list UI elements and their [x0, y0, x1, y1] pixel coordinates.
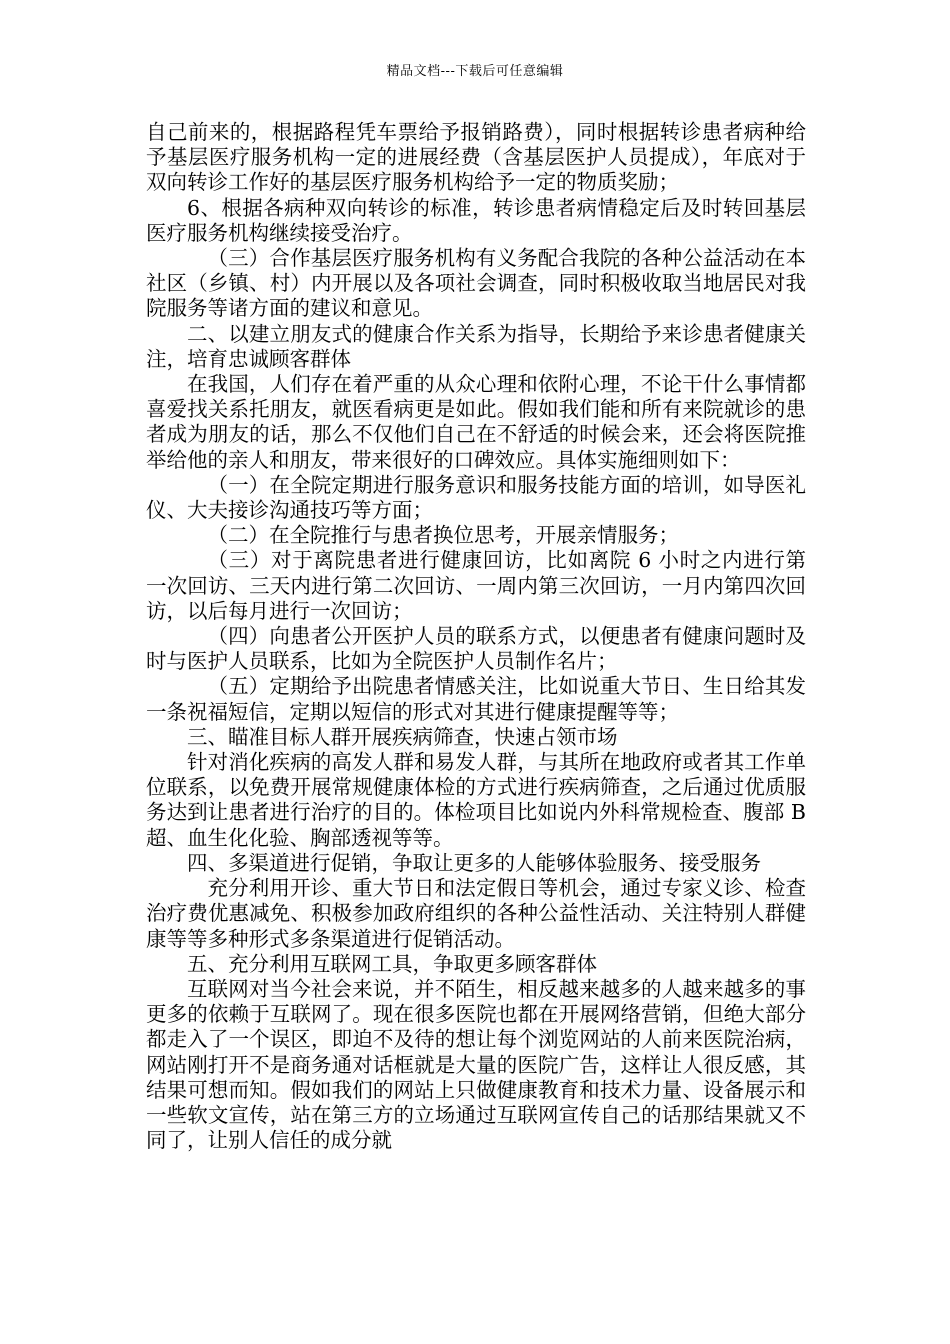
paragraph-3: （三）合作基层医疗服务机构有义务配合我院的各种公益活动在本社区（乡镇、村）内开展以及各项社会调查，同时积极收取当地居民对我院服务等诸方面的建议和意见。: [146, 246, 806, 321]
paragraph-5: 在我国，人们存在着严重的从众心理和依附心理，不论干什么事情都喜爱找关系托朋友，就医看病更是如此。假如我们能和所有来院就诊的患者成为朋友的话，那么不仅他们自己在不舒适的时候会来，还会将医院推举给他的亲人和朋友，带来很好的口碑效应。具体实施细则如下：: [146, 372, 806, 472]
paragraph-2: 6、根据各病种双向转诊的标准，转诊患者病情稳定后及时转回基层医疗服务机构继续接受治疗。: [146, 195, 806, 245]
list-item-3: （三）对于离院患者进行健康回访，比如离院 6 小时之内进行第一次回访、三天内进行第二次回访、一周内第三次回访，一月内第四次回访，以后每月进行一次回访；: [146, 548, 806, 623]
list-item-5: （五）定期给予出院患者情感关注，比如说重大节日、生日给其发一条祝福短信，定期以短信的形式对其进行健康提醒等等；: [146, 674, 806, 724]
list-item-1: （一）在全院定期进行服务意识和服务技能方面的培训，如导医礼仪、大夫接诊沟通技巧等方面；: [146, 472, 806, 523]
list-item-2: （二）在全院推行与患者换位思考，开展亲情服务；: [207, 523, 679, 548]
section-heading-2: 二、以建立朋友式的健康合作关系为指导，长期给予来诊患者健康关注，培育忠诚顾客群体: [146, 321, 806, 371]
paragraph-16: 互联网对当今社会来说，并不陌生，相反越来越多的人越来越多的事更多的依赖于互联网了。现在很多医院也都在开展网络营销，但绝大部分都走入了一个误区，即迫不及待的想让每个浏览网站的人前来医院治病，网站刚打开不是商务通对话框就是大量的医院广告，这样让人很反感，其结果可想而知。假如我们的网站上只做健康教育和技术力量、设备展示和一些软文宣传，站在第三方的立场通过互联网宣传自己的话那结果就又不同了，让别人信任的成分就: [146, 976, 806, 1153]
page-header: 精品文档---下载后可任意编辑: [386, 64, 564, 79]
paragraph-1: 自己前来的，根据路程凭车票给予报销路费），同时根据转诊患者病种给予基层医疗服务机构一定的进展经费（含基层医护人员提成），年底对于双向转诊工作好的基层医疗服务机构给予一定的物质奖励；: [146, 120, 806, 195]
paragraph-12: 针对消化疾病的高发人群和易发人群，与其所在地政府或者其工作单位联系，以免费开展常规健康体检的方式进行疾病筛查，之后通过优质服务达到让患者进行治疗的目的。体检项目比如说内外科常规检查、腹部 B 超、血生化化验、胸部透视等等。: [146, 750, 806, 850]
section-heading-3: 三、瞄准目标人群开展疾病筛查，快速占领市场: [187, 724, 618, 749]
section-heading-4: 四、多渠道进行促销，争取让更多的人能够体验服务、接受服务: [187, 850, 761, 875]
list-item-4: （四）向患者公开医护人员的联系方式，以便患者有健康问题时及时与医护人员联系，比如为全院医护人员制作名片；: [146, 624, 806, 674]
document-body: [146, 120, 806, 1153]
paragraph-14: 充分利用开诊、重大节日和法定假日等机会，通过专家义诊、检查治疗费优惠减免、积极参加政府组织的各种公益性活动、关注特别人群健康等等多种形式多条渠道进行促销活动。: [146, 876, 806, 951]
section-heading-5: 五、充分利用互联网工具，争取更多顾客群体: [187, 951, 597, 976]
